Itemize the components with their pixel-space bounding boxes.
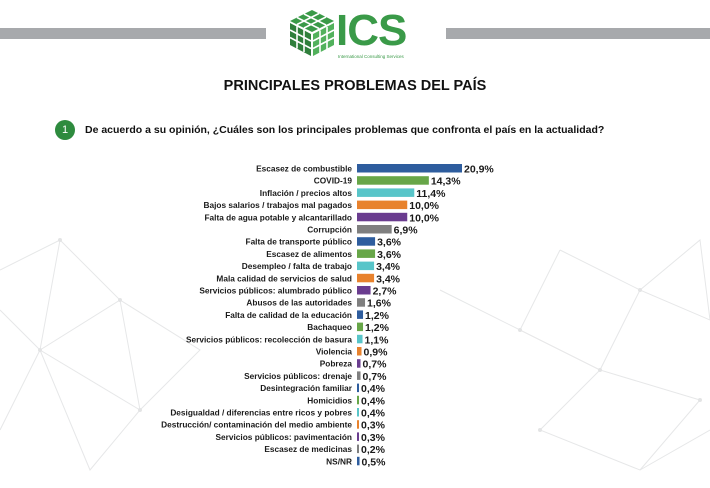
page-title: PRINCIPALES PROBLEMAS DEL PAÍS [223, 78, 487, 94]
category-label: Inflación / precios altos [259, 187, 352, 198]
category-label: Servicios públicos: pavimentación [215, 431, 352, 442]
bar [357, 225, 392, 234]
bar-chart [0, 160, 710, 480]
bar [357, 201, 407, 210]
category-label: Escasez de combustible [256, 163, 352, 174]
bar [357, 347, 362, 356]
value-label: 0,4% [361, 395, 385, 408]
category-label: COVID-19 [313, 175, 352, 186]
bar [357, 420, 359, 429]
bar [357, 323, 363, 332]
value-label: 0,9% [363, 346, 388, 359]
bar [357, 432, 359, 441]
value-label: 3,6% [377, 248, 402, 261]
header-bar-right [446, 28, 710, 39]
category-label: Falta de calidad de la educación [225, 309, 352, 320]
question-text: De acuerdo a su opinión, ¿Cuáles son los principales problemas que confronta el país en la actualidad? [85, 124, 605, 136]
category-label: Desempleo / falta de trabajo [241, 261, 352, 272]
category-label: Escasez de alimentos [266, 248, 352, 259]
header-bar-left [0, 28, 266, 39]
category-label: Desigualdad / diferencias entre ricos y pobres [170, 407, 352, 418]
value-label: 0,4% [361, 407, 385, 420]
bar [357, 249, 375, 258]
category-label: Destrucción/ contaminación del medio ambiente [161, 419, 352, 430]
value-label: 3,4% [376, 273, 401, 286]
category-label: Bachaqueo [307, 322, 352, 333]
category-label: Mala calidad de servicios de salud [216, 273, 352, 284]
bar [357, 176, 429, 185]
bar [357, 445, 359, 454]
category-label: Corrupción [307, 224, 352, 235]
bar [357, 164, 462, 173]
bar [357, 335, 363, 344]
logo-cube-icon [288, 8, 336, 58]
bar [357, 298, 365, 307]
category-label: Falta de agua potable y alcantarillado [204, 212, 352, 223]
bar [357, 457, 360, 466]
category-label: Pobreza [319, 358, 352, 369]
value-label: 1,2% [365, 322, 389, 335]
value-label: 6,9% [393, 224, 418, 237]
value-label: 10,0% [409, 212, 440, 225]
category-label: Servicios públicos: drenaje [244, 370, 352, 381]
value-label: 0,4% [361, 383, 385, 396]
value-label: 0,7% [362, 358, 387, 371]
bar [357, 359, 361, 368]
bar [357, 213, 407, 222]
category-label: Homicidios [307, 395, 352, 406]
bar [357, 408, 359, 417]
value-label: 0,7% [362, 370, 387, 383]
category-label: Servicios públicos: recolección de basura [186, 334, 352, 345]
bar [357, 310, 363, 319]
value-label: 0,5% [361, 456, 386, 469]
bar [357, 237, 375, 246]
category-label: Escasez de medicinas [264, 444, 352, 455]
value-label: 1,6% [367, 297, 391, 310]
value-label: 0,3% [361, 419, 385, 432]
bar [357, 262, 374, 271]
value-label: 2,7% [372, 285, 397, 298]
category-label: Desintegración familiar [260, 383, 352, 394]
category-label: Falta de transporte público [245, 236, 352, 247]
value-label: 3,6% [377, 236, 402, 249]
value-label: 1,1% [364, 334, 389, 347]
logo-wordmark: ICS [336, 6, 407, 55]
value-label: 20,9% [464, 163, 494, 176]
question-number-badge: 1 [55, 120, 75, 140]
category-label: Abusos de las autoridades [246, 297, 352, 308]
bar [357, 286, 371, 295]
value-label: 0,3% [361, 431, 385, 444]
category-label: Violencia [315, 346, 352, 357]
value-label: 10,0% [409, 200, 440, 213]
category-label: Bajos salarios / trabajos mal pagados [203, 200, 352, 211]
logo-subtitle: International Consulting Services [338, 54, 404, 59]
ics-logo [288, 4, 438, 64]
value-label: 11,4% [416, 187, 446, 200]
value-label: 3,4% [376, 261, 401, 274]
value-label: 14,3% [430, 175, 461, 188]
bar [357, 396, 359, 405]
bar [357, 274, 374, 283]
category-label: Servicios públicos: alumbrado público [199, 285, 352, 296]
bar [357, 371, 361, 380]
value-label: 0,2% [361, 444, 385, 457]
bar [357, 384, 359, 393]
value-label: 1,2% [365, 309, 389, 322]
category-label: NS/NR [326, 456, 352, 467]
bar [357, 188, 414, 197]
